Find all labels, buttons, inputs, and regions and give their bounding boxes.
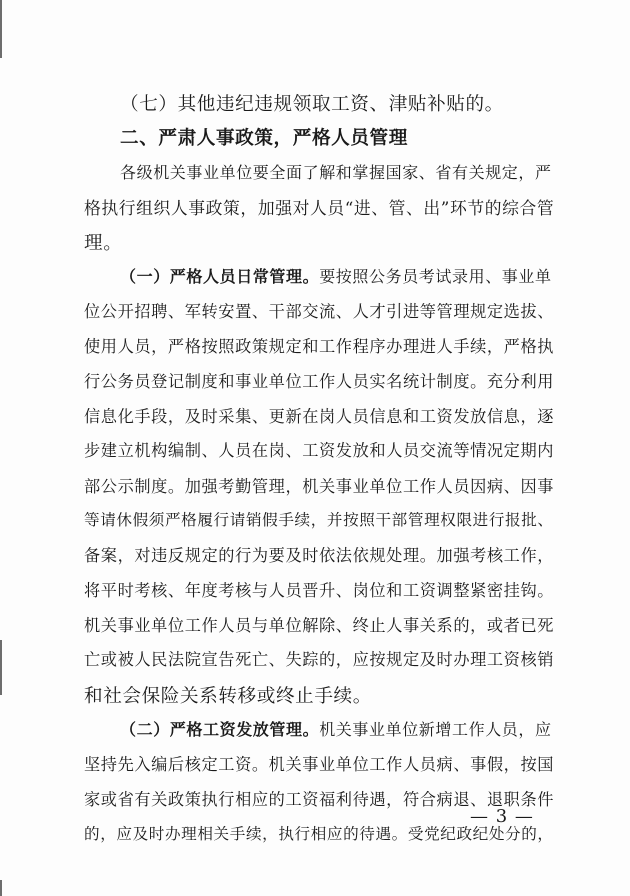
text-segment: 亡或被人民法院宣告死亡、失踪的，应按规定及时办理工资核销 [84,650,555,669]
text-line [84,688,554,707]
text-segment: 机关事业单位新增工作人员，应 [319,720,552,739]
text-segment: 格执行组织人事政策，加强对人员“进、管、出”环节的综合管 [84,198,555,218]
bold-text-segment: （一）严格人员日常管理。 [120,267,320,286]
text-line [84,652,554,668]
text-segment: 行公务员登记制度和事业单位工作人员实名统计制度。充分利用 [84,372,555,391]
text-segment: 坚持先入编后核定工资。机关事业单位工作人员病、事假，按国 [84,755,555,774]
text-segment: （七）其他违纪违规领取工资、津贴补贴的。 [120,94,504,115]
text-line [84,757,554,773]
text-line [84,235,554,254]
text-line [120,130,554,149]
text-line [84,618,554,634]
text-segment: 的，应及时办理相关手续，执行相应的待遇。受党纪政纪处分的， [84,825,554,843]
text-segment: 部公示制度。加强考勤管理，机关事业单位工作人员因病、因事 [84,477,555,496]
text-segment: 要按照公务员考试录用、事业单 [319,267,552,286]
text-line [84,304,554,320]
text-segment: 位公开招聘、军转安置、干部交流、人才引进等管理规定选拔、 [84,302,555,321]
text-segment: 使用人员，严格按照政策规定和工作程序办理进人手续，严格执 [84,337,555,356]
text-line [84,409,554,425]
text-line [120,269,554,285]
scan-edge-middle [0,640,2,695]
text-segment: 机关事业单位工作人员与单位解除、终止人事关系的，或者已死 [84,616,555,635]
text-segment: 备案，对违反规定的行为要及时依法依规处理。加强考核工作， [84,546,555,565]
scan-edge-top [0,0,2,58]
text-line [120,96,554,115]
text-line [84,200,554,217]
text-line [84,827,554,843]
bold-text-segment: 二、严肃人事政策，严格人员管理 [120,128,408,149]
text-line [120,722,554,738]
bold-text-segment: （二）严格工资发放管理。 [120,720,320,739]
text-line [84,513,554,529]
text-segment: 步建立机构编制、人员在岗、工资发放和人员交流等情况定期内 [84,441,555,460]
text-segment: 将平时考核、年度考核与人员晋升、岗位和工资调整紧密挂钩。 [84,581,555,600]
text-line [84,479,554,495]
page-number: — 3 — [470,806,534,827]
text-segment: 理。 [84,233,123,254]
text-segment: 家或省有关政策执行相应的工资福利待遇，符合病退、退职条件 [84,790,555,809]
text-segment: 等请休假须严格履行请销假手续，并按照干部管理权限进行报批、 [84,511,554,529]
text-line [84,339,554,355]
text-line [84,374,554,390]
text-line [120,165,554,181]
text-segment: 信息化手段，及时采集、更新在岗人员信息和工资发放信息，逐 [84,407,555,426]
text-line [84,583,554,599]
scan-edge-bottom [0,880,2,896]
text-line [84,548,554,564]
text-line [84,443,554,459]
text-segment: 和社会保险关系转移或终止手续。 [84,686,372,707]
text-segment: 各级机关事业单位要全面了解和掌握国家、省有关规定，严 [120,163,552,182]
